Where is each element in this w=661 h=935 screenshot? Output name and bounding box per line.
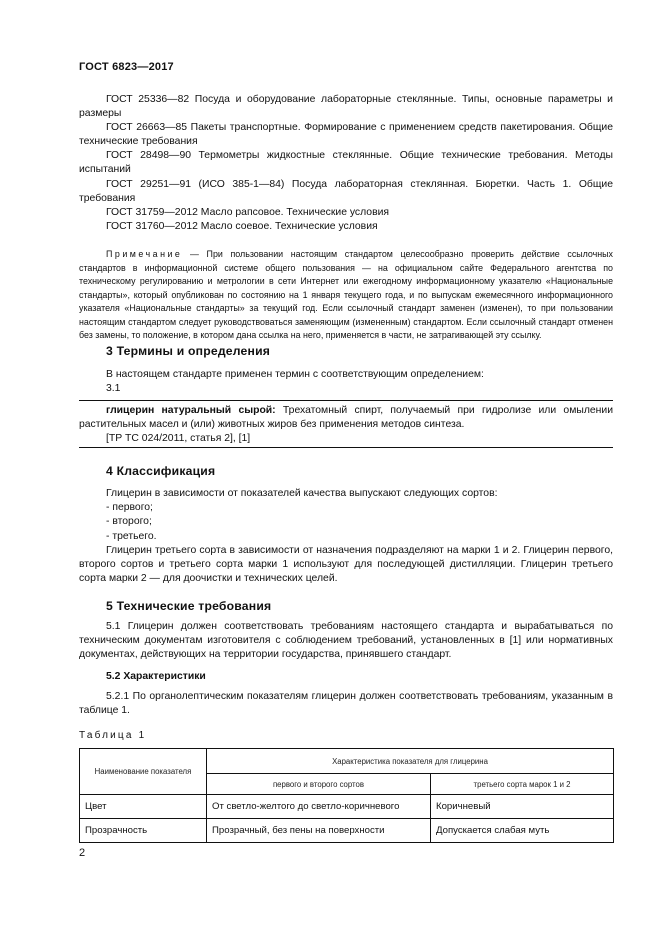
term-definition-text: Трехатомный спирт, получаемый при гидролизе или омылении растительных масел и (или) животных жиров без применения методов синтеза.	[79, 405, 614, 431]
grade-item: - первого;	[106, 502, 153, 514]
table-caption: Таблица 1	[79, 730, 147, 741]
reference-item: ГОСТ 31760—2012 Масло соевое. Технические условия	[106, 220, 378, 232]
term-definition-box	[79, 400, 613, 448]
header-grade-3: третьего сорта марок 1 и 2	[431, 774, 614, 795]
cell-grades-1-2: От светло-желтого до светло-коричневого	[207, 795, 431, 819]
grade-item: - третьего.	[106, 530, 157, 542]
clause-5-2-1-block	[79, 690, 613, 718]
reference-item: ГОСТ 26663—85 Пакеты транспортные. Формирование с применением средств пакетирования. Общие технические требования	[79, 122, 613, 148]
cell-grade-3: Допускается слабая муть	[431, 819, 614, 843]
subsection-5-2-title: 5.2 Характеристики	[106, 671, 206, 682]
section-4-intro: Глицерин в зависимости от показателей качества выпускают следующих сортов:	[106, 488, 498, 499]
section-5-body	[79, 620, 613, 663]
table-row	[80, 795, 614, 819]
section-3-intro-text: В настоящем стандарте применен термин с соответствующим определением:	[106, 369, 484, 380]
organoleptic-table	[79, 748, 614, 843]
cell-indicator: Прозрачность	[80, 819, 207, 843]
grade-item: - второго;	[106, 516, 152, 528]
section-4-body	[79, 487, 613, 586]
reference-item: ГОСТ 29251—91 (ИСО 385-1—84) Посуда лабораторная стеклянная. Бюретки. Часть 1. Общие требования	[79, 178, 613, 204]
term-definition	[79, 404, 613, 432]
note-label: Примечание	[106, 249, 183, 259]
section-3-intro	[79, 368, 613, 396]
normative-references-list	[79, 93, 613, 234]
cell-grade-3: Коричневый	[431, 795, 614, 819]
clause-5-1: 5.1 Глицерин должен соответствовать требованиям настоящего стандарта и вырабатываться по техническим документам изготовителя с соблюдением требований, установленных в [1] или нормативных документах, действующих на территории государства, принявшего стандарт.	[79, 621, 613, 661]
cell-indicator: Цвет	[80, 795, 207, 819]
section-4-title: 4 Классификация	[106, 464, 216, 478]
section-5-title: 5 Технические требования	[106, 599, 272, 613]
cell-grades-1-2: Прозрачный, без пены на поверхности	[207, 819, 431, 843]
reference-item: ГОСТ 25336—82 Посуда и оборудование лабораторные стеклянные. Типы, основные параметры и размеры	[79, 94, 613, 120]
table-row	[80, 819, 614, 843]
note-text: — При пользовании настоящим стандартом целесообразно проверить действие ссылочных стандартов в информационной системе общего пользования — на официальном сайте Федерального агентства по техническому регулированию и метрологии в сети Интернет или ежегодному информационному указателю «Национальные стандарты», который опубликован по состоянию на 1 января текущего года, и по выпускам ежемесячного информационного указателя «Национальные стандарты» за текущий год. Если ссылочный стандарт заменен (изменен), то при пользовании настоящим стандартом следует руководствоваться заменяющим (измененным) стандартом. Если ссылочный стандарт отменен без замены, то положение, в котором дана ссылка на него, применяется в части, не затрагивающей эту ссылку.	[79, 249, 613, 340]
references-note	[79, 248, 613, 343]
section-3-title: 3 Термины и определения	[106, 344, 271, 358]
reference-item: ГОСТ 31759—2012 Масло рапсовое. Технические условия	[106, 206, 390, 218]
header-indicator-name: Наименование показателя	[80, 749, 207, 795]
term-source: [ТР ТС 024/2011, статья 2], [1]	[106, 433, 251, 445]
term-name: глицерин натуральный сырой:	[106, 405, 276, 416]
document-code: ГОСТ 6823—2017	[79, 61, 174, 73]
section-4-paragraph: Глицерин третьего сорта в зависимости от назначения подразделяют на марки 1 и 2. Глицерин первого, второго сортов и третьего сорта марки 1 используют для последующей дистилляции. Глицерин третьего сорта марки 2 — для доочистки и технических целей.	[79, 544, 613, 585]
header-characteristic-group: Характеристика показателя для глицерина	[207, 749, 614, 774]
clause-5-2-1: 5.2.1 По органолептическим показателям глицерин должен соответствовать требованиям, указанным в таблице 1.	[79, 691, 613, 717]
page-number: 2	[79, 847, 86, 859]
header-grades-1-2: первого и второго сортов	[207, 774, 431, 795]
term-number: 3.1	[106, 383, 121, 395]
reference-item: ГОСТ 28498—90 Термометры жидкостные стеклянные. Общие технические требования. Методы испытаний	[79, 150, 613, 176]
